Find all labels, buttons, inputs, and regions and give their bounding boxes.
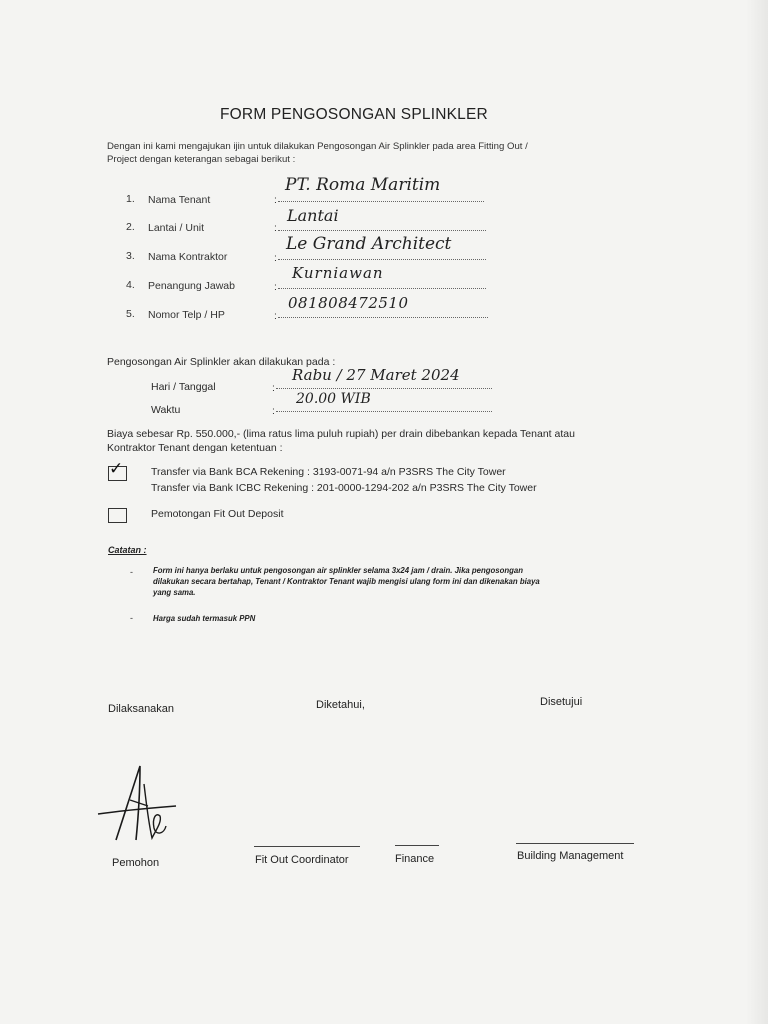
field-number: 4.	[126, 279, 135, 291]
date-label: Hari / Tanggal	[151, 381, 216, 393]
note-item	[153, 613, 255, 624]
time-label: Waktu	[151, 404, 181, 416]
field-label-phone: Nomor Telp / HP	[148, 309, 225, 321]
sig-line-bm	[516, 843, 634, 844]
sig-label-bm: Building Management	[517, 850, 624, 862]
sig-header-diketahui: Diketahui,	[316, 699, 365, 711]
note-item	[153, 565, 540, 598]
transfer-bca: Transfer via Bank BCA Rekening : 3193-0071-94 a/n P3SRS The City Tower	[151, 466, 506, 478]
field-underline	[278, 230, 486, 231]
date-underline	[276, 388, 492, 389]
sig-label-finance: Finance	[395, 853, 435, 865]
time-underline	[276, 411, 492, 412]
deposit-option: Pemotongan Fit Out Deposit	[151, 508, 284, 520]
sig-header-disetujui: Disetujui	[540, 696, 583, 708]
field-value-tenant[interactable]: PT. Roma Maritim	[285, 175, 441, 195]
note-line: Form ini hanya berlaku untuk pengosongan air splinkler selama 3x24 jam / drain. Jika pengosongan	[153, 566, 524, 575]
field-label-unit: Lantai / Unit	[148, 222, 205, 234]
field-underline	[278, 201, 484, 202]
deposit-checkbox[interactable]	[108, 508, 127, 523]
field-colon: :	[274, 194, 277, 206]
bullet-dash: -	[130, 613, 133, 623]
field-value-phone[interactable]: 081808472510	[288, 294, 409, 312]
sig-header-dilaksanakan: Dilaksanakan	[108, 703, 175, 715]
field-colon: :	[274, 281, 277, 293]
field-number: 3.	[126, 250, 135, 262]
note-line: yang sama.	[153, 588, 196, 597]
schedule-intro: Pengosongan Air Splinkler akan dilakukan pada :	[107, 356, 336, 368]
note-line: Harga sudah termasuk PPN	[153, 614, 256, 623]
note-line: dilakukan secara bertahap, Tenant / Kontraktor Tenant wajib mengisi ulang form ini dan dikenakan biaya	[153, 577, 540, 586]
time-value[interactable]: 20.00 WIB	[296, 391, 371, 407]
handwritten-signature	[96, 760, 180, 850]
field-underline	[278, 317, 488, 318]
field-number: 2.	[126, 221, 135, 233]
field-number: 5.	[126, 308, 135, 320]
field-underline	[278, 288, 486, 289]
field-value-responsible[interactable]: Kurniawan	[292, 264, 384, 282]
field-value-contractor[interactable]: Le Grand Architect	[286, 234, 452, 254]
field-underline	[278, 259, 486, 260]
field-number: 1.	[126, 193, 135, 205]
fee-line-2: Kontraktor Tenant dengan ketentuan :	[107, 442, 283, 454]
page-edge	[746, 0, 768, 1024]
intro-line-1: Dengan ini kami mengajukan ijin untuk dilakukan Pengosongan Air Splinkler pada area Fitting Out /	[107, 141, 528, 152]
fee-line-1: Biaya sebesar Rp. 550.000,- (lima ratus lima puluh rupiah) per drain dibebankan kepada Tenant atau	[107, 428, 575, 440]
field-colon: :	[274, 252, 277, 264]
field-label-contractor: Nama Kontraktor	[148, 251, 228, 263]
checkmark-icon: ✓	[109, 459, 124, 478]
intro-text	[107, 140, 528, 166]
sig-line-finance	[395, 845, 439, 846]
field-label-tenant: Nama Tenant	[148, 194, 211, 206]
transfer-icbc: Transfer via Bank ICBC Rekening : 201-0000-1294-202 a/n P3SRS The City Tower	[151, 482, 537, 494]
fee-text	[107, 427, 575, 455]
sig-line-fitout	[254, 846, 360, 847]
field-colon: :	[274, 310, 277, 322]
sig-label-fitout: Fit Out Coordinator	[255, 854, 349, 866]
sig-label-pemohon: Pemohon	[112, 857, 160, 869]
date-value[interactable]: Rabu / 27 Maret 2024	[292, 366, 460, 384]
field-colon: :	[272, 382, 275, 394]
form-title: FORM PENGOSONGAN SPLINKLER	[220, 106, 488, 123]
notes-title: Catatan :	[108, 545, 147, 555]
field-value-unit[interactable]: Lantai	[287, 206, 339, 225]
bullet-dash: -	[130, 567, 133, 577]
field-label-responsible: Penangung Jawab	[148, 280, 235, 292]
field-colon: :	[274, 222, 277, 234]
field-colon: :	[272, 405, 275, 417]
intro-line-2: Project dengan keterangan sebagai berikut :	[107, 154, 296, 165]
